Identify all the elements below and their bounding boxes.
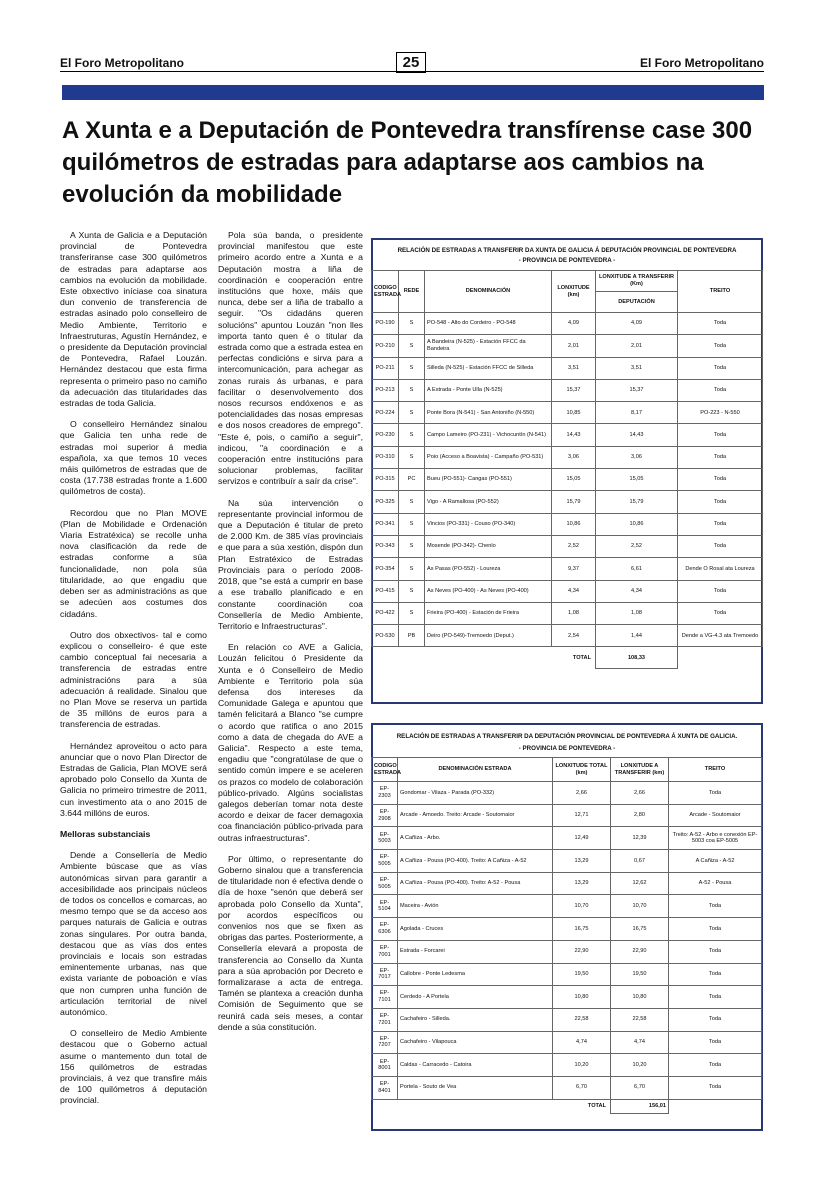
table-cell: PO-343 <box>372 535 399 557</box>
table-cell: 4,74 <box>611 1031 669 1054</box>
total-value: 156,01 <box>611 1099 669 1113</box>
subheading: Melloras substanciais <box>60 828 151 839</box>
table-cell: 15,79 <box>596 491 678 513</box>
table-cell: EP-7001 <box>372 940 398 963</box>
table-row <box>678 625 763 647</box>
table-cell: S <box>399 313 425 335</box>
total-value: 108,33 <box>596 647 678 669</box>
table-cell: EP-5104 <box>372 895 398 918</box>
table-cell: 22,58 <box>611 1008 669 1031</box>
table-cell: 15,37 <box>552 379 596 401</box>
table-cell: 2,66 <box>611 782 669 805</box>
table-cell: 6,61 <box>596 558 678 580</box>
table-cell: PO-310 <box>372 446 399 468</box>
table-row <box>372 402 678 424</box>
table-cell: PO-213 <box>372 379 399 401</box>
table-cell: S <box>399 602 425 624</box>
table-row <box>372 1031 762 1054</box>
table-cell: 15,79 <box>552 491 596 513</box>
table-cell: S <box>399 446 425 468</box>
table-row <box>678 602 763 624</box>
table-cell: 2,52 <box>552 535 596 557</box>
publication-name-left: El Foro Metropolitano <box>60 56 184 70</box>
table-row <box>372 469 678 491</box>
table-cell: Toda <box>678 469 763 491</box>
table-xunta-to-deputacion <box>371 238 763 704</box>
header-treito: TREITO <box>678 271 763 313</box>
table-cell: PO-530 <box>372 625 399 647</box>
table-row <box>372 558 678 580</box>
table-cell: 13,29 <box>553 872 611 895</box>
header-lonxitude: LONXITUDE (km) <box>552 271 596 313</box>
table-row <box>678 469 763 491</box>
table-cell: 10,20 <box>611 1054 669 1077</box>
paragraph: En relación co AVE a Galicia, Louzán felicitou ó Presidente da Xunta e ó Conselleiro de Medio Ambiente e Territorio pola súa defensa dos intereses da Comunidade Galega e apuntou que tamén felicitará a Blanco "se cumpre o acordo que ratifica o ano 2015 como a data de chegada do AVE a Galicia". Respecto a este tema, engadiu que "congratúlase de que o sentido común impere e se aceleren os prazos co modelo de colaboración público-privado. Algúns socialistas galegos deberían tomar nota deste acordo e deixar de facer demagoxia coa financiación público-privada para outras infraestructuras". <box>218 642 363 843</box>
table-row <box>372 625 678 647</box>
table-cell: As Neves (PO-400) - As Neves (PO-400) <box>425 580 552 602</box>
table-cell: PO-354 <box>372 558 399 580</box>
table-cell: Dende O Rosal ata Loureza <box>678 558 763 580</box>
table-cell: EP-7201 <box>372 1008 398 1031</box>
table-row <box>372 782 762 805</box>
article-column-2 <box>218 230 363 1043</box>
table-row <box>678 379 763 401</box>
header-deputacion: DEPUTACIÓN <box>596 292 678 313</box>
table-cell: EP-2908 <box>372 804 398 827</box>
table-cell: 14,43 <box>596 424 678 446</box>
table-cell: Bueu (PO-551)- Cangas (PO-551) <box>425 469 552 491</box>
table-subtitle: - PROVINCIA DE PONTEVEDRA - <box>518 257 616 264</box>
total-row <box>372 1099 762 1113</box>
paragraph: Recordou que no Plan MOVE (Plan de Mobilidade e Ordenación Viaria Estratéxica) se recolle unha nova clasificación da rede de estradas conforme a súa funcionalidade, non pola súa titularidade, ao que engadiu que deben ser as administracións as que se adecúen aos costumes dos cidadáns. <box>60 507 207 619</box>
table-cell: Vigo - A Ramallosa (PO-552) <box>425 491 552 513</box>
table-row <box>372 1076 762 1099</box>
table-cell: S <box>399 580 425 602</box>
paragraph: O conselleiro Hernández sinalou que Galicia ten unha rede de estradas moi superior á media española, xa que temos 10 veces máis quilómetros de estradas que de costa (17.738 estradas fronte a 1.600 quilómetros de costa). <box>60 419 207 497</box>
table-cell: 9,37 <box>552 558 596 580</box>
table-cell: Toda <box>669 963 762 986</box>
header-transferir: LONXITUDE A TRANSFERIR (km) <box>611 758 669 782</box>
table-row <box>372 357 678 379</box>
table-cell: Toda <box>678 313 763 335</box>
table-cell: Toda <box>678 357 763 379</box>
table-row <box>372 963 762 986</box>
table-cell: 10,70 <box>611 895 669 918</box>
table-cell: PO-230 <box>372 424 399 446</box>
paragraph: Dende a Consellería de Medio Ambiente búscase que as vías autonómicas sirvan para garantir a accesibilidade aos principais núcleos de todos os concellos e comarcas, ao mesmo tempo que se da acceso aos parques naturais de Galicia e outras zonas singulares. Por outra banda, destacou que as vías dos entes provinciais e locais son estradas eminentemente urbanas, nas que exista variante de poboación e vías que non cumpren unha función de articulación territorial de nivel autonómico. <box>60 850 207 1017</box>
table-cell: 12,49 <box>553 827 611 850</box>
table-cell: 2,01 <box>552 335 596 357</box>
table-row <box>372 895 762 918</box>
table-cell: Toda <box>678 602 763 624</box>
table-cell: Toda <box>678 335 763 357</box>
table-cell: EP-5005 <box>372 872 398 895</box>
table-row <box>372 940 762 963</box>
data-table <box>371 757 762 1114</box>
table-cell: Toda <box>678 491 763 513</box>
table-row <box>678 491 763 513</box>
table-deputacion-to-xunta <box>371 723 763 1131</box>
table-cell: Toda <box>669 1008 762 1031</box>
table-cell: Cachafeiro - Vilapouca <box>398 1031 553 1054</box>
table-cell: Campo Lameiro (PO-231) - Vichocuntín (N-541) <box>425 424 552 446</box>
table-cell: Toda <box>678 446 763 468</box>
table-cell: 3,06 <box>552 446 596 468</box>
section-color-bar <box>62 85 764 100</box>
header-rule <box>60 71 764 72</box>
table-cell: 3,06 <box>596 446 678 468</box>
table-cell: 1,08 <box>596 602 678 624</box>
table-subtitle: - PROVINCIA DE PONTEVEDRA - <box>518 745 616 752</box>
table-cell: 2,80 <box>611 804 669 827</box>
page-header <box>60 52 764 76</box>
table-cell: Caldas - Carracedo - Catoira <box>398 1054 553 1077</box>
table-cell: EP-6306 <box>372 918 398 941</box>
table-cell: 1,44 <box>596 625 678 647</box>
table-cell: Dende a VG-4.3 ata Tremoedo <box>678 625 763 647</box>
table-cell: Toda <box>669 986 762 1009</box>
header-codigo: CODIGO ESTRADA <box>372 758 398 782</box>
table-title: RELACIÓN DE ESTRADAS A TRANSFERIR DA DEPUTACIÓN PROVINCIAL DE PONTEVEDRA Á XUNTA DE GALICIA. <box>396 733 738 740</box>
table-cell: PO-210 <box>372 335 399 357</box>
table-row <box>372 602 678 624</box>
table-row <box>372 1008 762 1031</box>
table-row <box>678 402 763 424</box>
table-cell: S <box>399 424 425 446</box>
table-cell: 22,58 <box>553 1008 611 1031</box>
table-cell: PO-415 <box>372 580 399 602</box>
header-denominacion: DENOMINACIÓN <box>425 271 552 313</box>
table-row <box>678 357 763 379</box>
table-cell: Toda <box>678 513 763 535</box>
table-cell: 2,54 <box>552 625 596 647</box>
table-cell: A Cañiza - A-52 <box>669 850 762 873</box>
table-cell: Arcade - Amoedo. Treito: Arcade - Soutomaior <box>398 804 553 827</box>
table-cell: EP-8401 <box>372 1076 398 1099</box>
table-cell: A Cañiza - Arbo. <box>398 827 553 850</box>
table-row <box>678 424 763 446</box>
table-cell: S <box>399 379 425 401</box>
table-cell: Poio (Acceso a Boavista) - Campaño (PO-531) <box>425 446 552 468</box>
table-row <box>372 804 762 827</box>
header-denominacion: DENOMINACIÓN ESTRADA <box>398 758 553 782</box>
table-cell: PO-190 <box>372 313 399 335</box>
table-cell: PO-223 - N-550 <box>678 402 763 424</box>
table-cell: 19,50 <box>553 963 611 986</box>
table-cell: Arcade - Soutomaior <box>669 804 762 827</box>
table-cell: A Cañiza - Pousa (PO-400). Treito: A Cañiza - A-52 <box>398 850 553 873</box>
table-row <box>372 1054 762 1077</box>
table-cell: 15,05 <box>596 469 678 491</box>
total-label: TOTAL <box>372 1099 611 1113</box>
table-cell: PO-548 - Alto do Cordeiro - PO-548 <box>425 313 552 335</box>
table-cell: Portela - Souto de Vea <box>398 1076 553 1099</box>
table-row <box>372 513 678 535</box>
paragraph: Por último, o representante do Goberno sinalou que a transferencia de titularidade non é efectiva dende o día de hoxe "senón que deberá ser aprobada polo Consello da Xunta", por acordos específicos ou convenios nos que se fixen as obrigas das partes. Posteriormente, a Consellería elevará a proposta de transferencia ao Consello da Xunta para a súa aprobación por Decreto e formalizarase a acta de entrega. Tamén se plantexa a creación dunha Comisión de Seguimento que se reunirá cada seis meses, a contar dende a súa constitución. <box>218 853 363 1032</box>
table-cell: 4,09 <box>552 313 596 335</box>
table-cell: PO-422 <box>372 602 399 624</box>
table-row <box>372 335 678 357</box>
table-row <box>678 335 763 357</box>
table-cell: PC <box>399 469 425 491</box>
table-cell: PO-325 <box>372 491 399 513</box>
table-cell: 15,05 <box>552 469 596 491</box>
table-cell: S <box>399 357 425 379</box>
table-cell: PB <box>399 625 425 647</box>
table-cell: A Cañiza - Pousa (PO-400). Treito: A-52 - Pousa <box>398 872 553 895</box>
table-cell: 10,85 <box>552 402 596 424</box>
article-column-1 <box>60 230 207 1117</box>
table-cell: 22,90 <box>611 940 669 963</box>
table-cell: Frieira (PO-400) - Estación de Frieira <box>425 602 552 624</box>
table-row <box>372 872 762 895</box>
table-cell: PO-341 <box>372 513 399 535</box>
table-cell: Toda <box>669 1054 762 1077</box>
table-cell: 12,62 <box>611 872 669 895</box>
table-cell: 2,66 <box>553 782 611 805</box>
total-label: TOTAL <box>372 647 596 669</box>
table-cell: 1,08 <box>552 602 596 624</box>
table-row <box>678 558 763 580</box>
table-cell: PO-224 <box>372 402 399 424</box>
header-codigo: CODIGO ESTRADA <box>372 271 399 313</box>
table-cell: 4,74 <box>553 1031 611 1054</box>
table-cell: Toda <box>669 895 762 918</box>
table-row <box>678 446 763 468</box>
table-cell: S <box>399 535 425 557</box>
table-cell: 10,80 <box>611 986 669 1009</box>
page-number: 25 <box>396 52 426 73</box>
paragraph: Outro dos obxectivos- tal e como explicou o conselleiro- é que este cambio conceptual fai necesaria a transferencia de estradas entre administracións para a súa adecuación á realidade. Sinalou que no Plan Move se reserva un partida de 35 millóns de euros para a transferencia de estradas. <box>60 629 207 730</box>
table-title: RELACIÓN DE ESTRADAS A TRANSFERIR DA XUNTA DE GALICIA Á DEPUTACIÓN PROVINCIAL DE PONTEVEDRA <box>397 247 737 254</box>
table-cell: 15,37 <box>596 379 678 401</box>
table-cell: A-52 - Pousa <box>669 872 762 895</box>
data-table <box>371 270 678 669</box>
table-cell: S <box>399 558 425 580</box>
table-row <box>678 313 763 335</box>
table-row <box>678 513 763 535</box>
table-cell: Silleda (N-525) - Estación FFCC de Silleda <box>425 357 552 379</box>
table-cell: 16,75 <box>611 918 669 941</box>
table-cell: Toda <box>669 1076 762 1099</box>
table-cell: 0,67 <box>611 850 669 873</box>
table-cell: EP-8001 <box>372 1054 398 1077</box>
table-cell: Toda <box>678 580 763 602</box>
table-cell: S <box>399 513 425 535</box>
table-cell: Toda <box>678 535 763 557</box>
table-cell: Toda <box>678 424 763 446</box>
table-row <box>678 535 763 557</box>
table-cell: 10,70 <box>553 895 611 918</box>
table-cell: S <box>399 335 425 357</box>
table-row <box>372 986 762 1009</box>
total-row <box>372 647 678 669</box>
table-cell: 6,70 <box>553 1076 611 1099</box>
table-cell: 10,86 <box>552 513 596 535</box>
table-cell: Ponte Bora (N-541) - San Antoniño (N-550) <box>425 402 552 424</box>
table-cell: Cerdedo - A Portela <box>398 986 553 1009</box>
table-cell: EP-7101 <box>372 986 398 1009</box>
table-row <box>678 580 763 602</box>
table-cell: EP-5003 <box>372 827 398 850</box>
table-cell: EP-7207 <box>372 1031 398 1054</box>
table-cell: Callobre - Ponte Ledesma <box>398 963 553 986</box>
header-treito: TREITO <box>669 758 762 782</box>
header-rede: REDE <box>399 271 425 313</box>
table-cell: EP-5005 <box>372 850 398 873</box>
table-row <box>372 379 678 401</box>
table-cell: As Pasas (PO-552) - Loureza <box>425 558 552 580</box>
table-cell: 3,51 <box>596 357 678 379</box>
table-cell: 6,70 <box>611 1076 669 1099</box>
article-headline: A Xunta e a Deputación de Pontevedra transfírense case 300 quilómetros de estradas para adaptarse aos cambios na evolución da mobilidade <box>62 117 753 208</box>
table-row <box>372 491 678 513</box>
table-cell: Toda <box>669 918 762 941</box>
paragraph: O conselleiro de Medio Ambiente destacou que o Goberno actual asume o mantemento dun total de 156 quilómetros de estradas provinciais, á vez que transfire máis de 100 quilómetros á deputación provincial. <box>60 1028 207 1106</box>
table-cell: S <box>399 491 425 513</box>
table-row <box>372 424 678 446</box>
table-cell: Toda <box>669 782 762 805</box>
table-cell: 10,20 <box>553 1054 611 1077</box>
table-cell: 12,39 <box>611 827 669 850</box>
table-row <box>372 535 678 557</box>
table-cell: 13,29 <box>553 850 611 873</box>
table-cell: 4,34 <box>552 580 596 602</box>
table-cell: EP-2303 <box>372 782 398 805</box>
table-cell: Maceira - Avión <box>398 895 553 918</box>
table-row <box>372 313 678 335</box>
table-cell: 3,51 <box>552 357 596 379</box>
table-cell: Agolada - Cruces <box>398 918 553 941</box>
table-cell: 2,01 <box>596 335 678 357</box>
table-row <box>372 918 762 941</box>
table-cell: A Bandeira (N-525) - Estación FFCC da Bandeira <box>425 335 552 357</box>
table-cell: Cachafeiro - Silleda. <box>398 1008 553 1031</box>
table-cell: 19,50 <box>611 963 669 986</box>
data-table-treito <box>677 270 763 647</box>
table-cell: 16,75 <box>553 918 611 941</box>
table-cell: S <box>399 402 425 424</box>
table-cell: 10,80 <box>553 986 611 1009</box>
table-cell: PO-315 <box>372 469 399 491</box>
table-cell: 10,86 <box>596 513 678 535</box>
table-cell: 14,43 <box>552 424 596 446</box>
paragraph: Pola súa banda, o presidente provincial manifestou que este primeiro acordo entre a Xunta e a Deputación mostra a liña de coordinación e cooperación entre institucións que hoxe, máis que nunca, debe ser a liña de traballo a seguir. "Os cidadáns queren solucións" apuntou Louzán "non lles importa tanto quen é o titular da estrada como que a estrada estea en perfectas condicións e sirva para a intercomunicación, para achegar as zonas rurais ás urbanas, e para facilitar o desenvolvemento dos nosos recursos endóxenos e as potencialidades das nosas empresas e dos nosos creadores de emprego". "Este é, pois, o camiño a seguir", indicou, "a coordinación e a cooperación entre institucións para solucionar problemas, facilitar servizos e contribuír a saír da crise". <box>218 230 363 487</box>
empty-cell <box>669 1099 762 1113</box>
table-cell: Vincios (PO-331) - Couso (PO-340) <box>425 513 552 535</box>
table-row <box>372 827 762 850</box>
table-cell: 22,90 <box>553 940 611 963</box>
paragraph: Hernández aproveitou o acto para anunciar que o novo Plan Director de Estradas de Galicia, Plan MOVE será aprobado polo Consello da Xunta de Galicia no primeiro trimestre de 2011, cun investimento ata o ano 2015 de 3.644 millóns de euros. <box>60 740 207 818</box>
table-cell: 4,34 <box>596 580 678 602</box>
paragraph: A Xunta de Galicia e a Deputación provincial de Pontevedra transferiranse case 300 quilómetros de estradas para adaptarse aos cambios na evolución da mobilidade. Este obxectivo iníciase coa sinatura dun convenio de transferencia de estradas asinado polo conselleiro de Medio Ambiente, Territorio e Infraestruturas, Agustín Hernández, e o presidente da Deputación provincial de Pontevedra, Rafael Louzán. Hernández destacou que esta firma representa o primeiro paso no camiño da adecuación das titularidades das estradas de toda Galicia. <box>60 230 207 409</box>
table-cell: 4,09 <box>596 313 678 335</box>
table-cell: 2,52 <box>596 535 678 557</box>
table-cell: EP-7017 <box>372 963 398 986</box>
table-cell: Estrada - Forcarei <box>398 940 553 963</box>
header-transferir: LONXITUDE A TRANSFERIR (Km) <box>596 271 678 292</box>
header-lonxitude: LONXITUDE TOTAL (km) <box>553 758 611 782</box>
table-cell: A Estrada - Ponte Ulla (N-525) <box>425 379 552 401</box>
table-cell: 8,17 <box>596 402 678 424</box>
table-row <box>372 446 678 468</box>
table-cell: PO-211 <box>372 357 399 379</box>
publication-name-right: El Foro Metropolitano <box>640 56 764 70</box>
table-cell: Treito: A-52 - Arbo e conexión EP-5003 coa EP-5005 <box>669 827 762 850</box>
table-cell: Gondomar - Vilaza - Parada (PO-332) <box>398 782 553 805</box>
table-cell: Toda <box>669 1031 762 1054</box>
table-cell: Toda <box>669 940 762 963</box>
table-cell: Toda <box>678 379 763 401</box>
paragraph: Na súa intervención o representante provincial informou de que a Deputación é titular de preto de 2.000 Km. de 385 vías provinciais e que para a súa xestión, dispón dun Plan Estratéxico de Estradas Provinciais para o período 2008-2018, que "se está a cumprir en base a ese traballo planificado e en constante coordinación coa Consellería de Medio Ambiente, Territorio e Infraestructuras". <box>218 497 363 631</box>
table-row <box>372 580 678 602</box>
table-row <box>372 850 762 873</box>
table-cell: Deiro (PO-549)-Tremoedo (Deput.) <box>425 625 552 647</box>
table-cell: 12,71 <box>553 804 611 827</box>
table-cell: Mosende (PO-342)- Chenlo <box>425 535 552 557</box>
